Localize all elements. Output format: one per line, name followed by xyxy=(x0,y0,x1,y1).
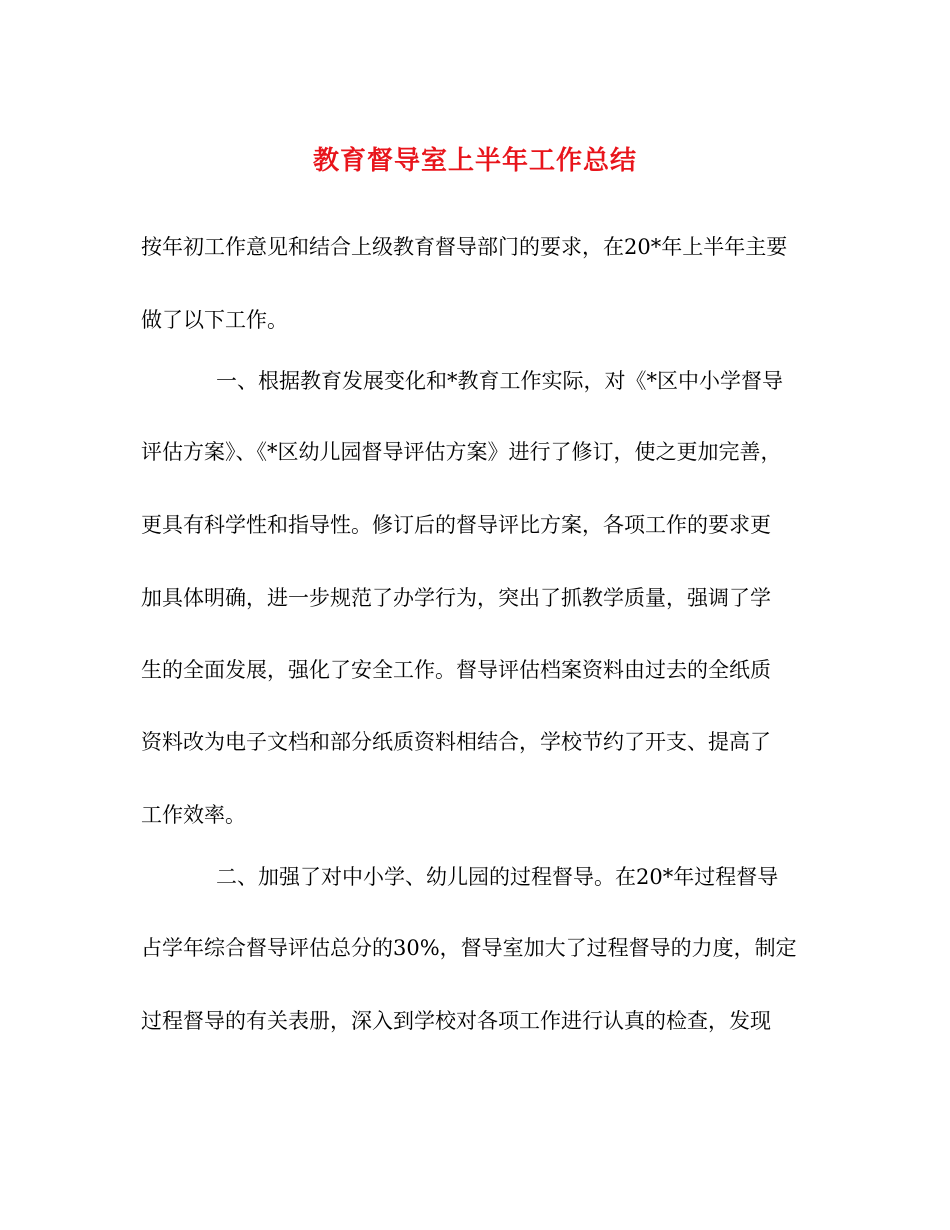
paragraph-start-line: 二、加强了对中小学、幼儿园的过程督导。在20*年过程督导 xyxy=(216,865,779,889)
body-line: 评估方案》、《*区幼儿园督导评估方案》进行了修订，使之更加完善， xyxy=(141,440,782,464)
body-line: 工作效率。 xyxy=(141,803,246,827)
paragraph-start-line: 一、根据教育发展变化和*教育工作实际，对《*区中小学督导 xyxy=(216,369,783,393)
body-line: 按年初工作意见和结合上级教育督导部门的要求，在20*年上半年主要 xyxy=(141,235,788,259)
body-line: 占学年综合督导评估总分的30%，督导室加大了过程督导的力度，制定 xyxy=(141,936,797,960)
body-line: 加具体明确，进一步规范了办学行为，突出了抓教学质量，强调了学 xyxy=(141,586,771,610)
body-line: 生的全面发展，强化了安全工作。督导评估档案资料由过去的全纸质 xyxy=(141,658,771,682)
body-line: 资料改为电子文档和部分纸质资料相结合，学校节约了开支、提高了 xyxy=(141,730,771,754)
document-title: 教育督导室上半年工作总结 xyxy=(312,146,637,176)
body-line: 过程督导的有关表册，深入到学校对各项工作进行认真的检查，发现 xyxy=(141,1009,771,1033)
body-line: 更具有科学性和指导性。修订后的督导评比方案，各项工作的要求更 xyxy=(141,513,771,537)
body-line: 做了以下工作。 xyxy=(141,308,288,332)
